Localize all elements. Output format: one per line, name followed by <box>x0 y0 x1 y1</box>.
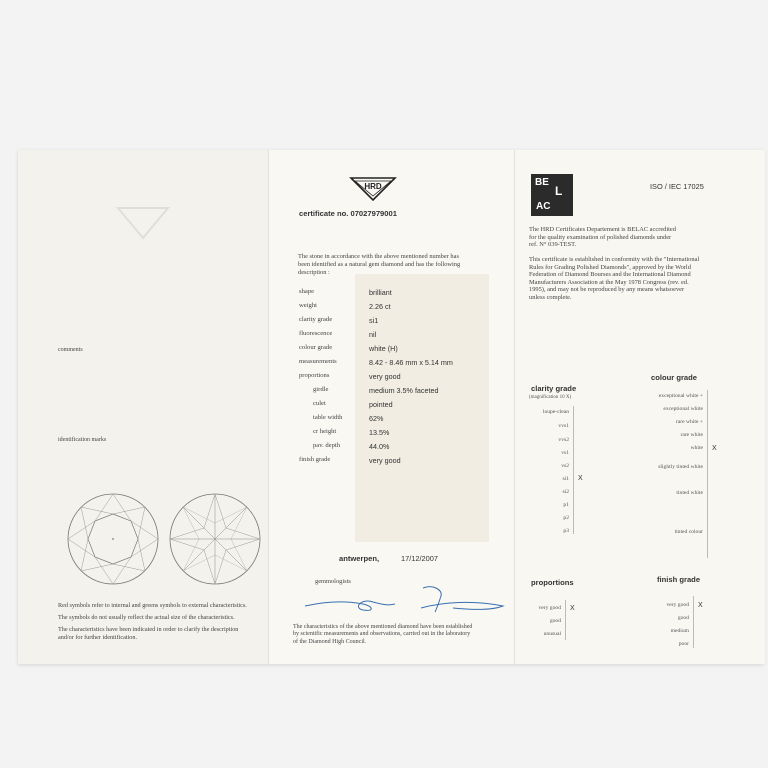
row-label: pav. depth <box>313 442 341 449</box>
row-label: cr height <box>313 428 337 435</box>
colour-grade-title: colour grade <box>651 373 697 382</box>
proportions-item: good <box>549 618 561 624</box>
clarity-item: p2 <box>563 515 569 521</box>
colour-item: rare white <box>680 432 703 438</box>
colour-item: white <box>690 445 703 451</box>
para-line: Manufacturers Association at the May 1978 Congress (rev. ed. <box>529 278 689 286</box>
row-value: brilliant <box>369 288 392 297</box>
finish-item: very good <box>666 602 689 608</box>
row-value: very good <box>369 456 401 465</box>
intro-line: been identified as a natural gem diamond and has the following <box>298 261 461 268</box>
issue-city: antwerpen, <box>339 554 380 563</box>
footer-line: of the Diamond High Council. <box>293 638 367 645</box>
hrd-logo <box>349 175 397 201</box>
proportions-title: proportions <box>531 578 574 587</box>
row-value: very good <box>369 372 401 381</box>
clarity-grade-title: clarity grade <box>531 384 577 393</box>
diamond-crown-diagram <box>66 492 160 586</box>
clarity-item: si1 <box>562 476 569 482</box>
row-label: proportions <box>299 372 330 379</box>
clarity-item: vs1 <box>561 450 569 456</box>
row-value: 2.26 ct <box>369 302 391 311</box>
para-line: Federation of Diamond Bourses and the International Diamond <box>529 271 691 279</box>
row-value: white (H) <box>369 344 398 353</box>
row-label: clarity grade <box>299 316 333 323</box>
proportions-scale-line <box>565 600 566 640</box>
row-value: 44.0% <box>369 442 390 451</box>
row-value: nil <box>369 330 377 339</box>
row-label: finish grade <box>299 456 331 463</box>
comments-label: comments <box>58 347 83 353</box>
proportions-selected-mark: X <box>570 605 575 612</box>
issue-date: 17/12/2007 <box>401 554 438 563</box>
clarity-item: si2 <box>562 489 569 495</box>
watermark-logo <box>113 200 173 240</box>
belac-logo <box>531 174 573 216</box>
row-label: table width <box>313 414 343 421</box>
row-label: fluorescence <box>299 330 333 337</box>
proportions-item: very good <box>538 605 561 611</box>
left-panel <box>18 150 268 664</box>
footer-text <box>293 624 513 646</box>
note-line: The characteristics have been indicated in order to clarify the description <box>58 626 239 633</box>
right-panel <box>514 150 765 664</box>
identification-marks-label: identification marks <box>58 437 107 443</box>
row-value: pointed <box>369 400 393 409</box>
row-label: shape <box>299 288 315 295</box>
row-label: culet <box>313 400 326 407</box>
finish-scale-line <box>693 596 694 648</box>
clarity-item: vs2 <box>561 463 569 469</box>
note-line: and/or for further identification. <box>58 634 138 641</box>
clarity-item: loupe-clean <box>542 409 569 415</box>
clarity-item: p1 <box>563 502 569 508</box>
row-label: weight <box>299 302 317 309</box>
row-value: medium 3.5% faceted <box>369 386 439 395</box>
iso-label: ISO / IEC 17025 <box>650 182 704 191</box>
finish-item: good <box>677 615 689 621</box>
row-label: girdle <box>313 386 329 393</box>
clarity-scale-line <box>573 406 574 534</box>
clarity-grade-subtitle: (magnification 10 X) <box>529 395 572 400</box>
finish-item: medium <box>670 628 689 634</box>
para-line: The HRD Certificates Departement is BELAC accredited <box>529 226 676 233</box>
note-line: The symbols do not usually reflect the actual size of the characteristics. <box>58 614 235 621</box>
finish-grade-title: finish grade <box>657 575 701 584</box>
clarity-selected-mark: X <box>578 475 583 482</box>
colour-item: slightly tinted white <box>658 464 703 470</box>
certificate-number: certificate no. 07027979001 <box>299 209 397 218</box>
para-line: for the quality examination of polished diamonds under <box>529 233 672 241</box>
svg-text:HRD: HRD <box>364 182 382 191</box>
belac-logo-be: BE <box>535 177 549 188</box>
signatures <box>303 582 513 616</box>
intro-line: The stone in accordance with the above mentioned number has <box>298 253 459 260</box>
belac-logo-l: L <box>555 184 563 198</box>
footer-line: The characteristics of the above mentioned diamond have been established <box>293 624 473 630</box>
row-label: colour grade <box>299 344 333 351</box>
center-panel <box>268 150 515 664</box>
para-line: unless complete. <box>529 293 572 301</box>
row-value: 62% <box>369 414 384 423</box>
finish-item: poor <box>678 641 689 647</box>
colour-item: tinted white <box>676 490 703 496</box>
clarity-item: vvs2 <box>558 437 569 443</box>
row-value: si1 <box>369 316 379 325</box>
diamond-pavilion-diagram <box>168 492 262 586</box>
clarity-item: vvs1 <box>558 423 569 429</box>
colour-selected-mark: X <box>712 445 717 452</box>
row-value: 8.42 - 8.46 mm x 5.14 mm <box>369 358 453 367</box>
row-label: measurements <box>299 358 337 365</box>
note-line: Red symbols refer to internal and greens symbols to external characteristics. <box>58 602 247 609</box>
footer-line: by scientific measurements and observations, carried out in the laboratory <box>293 631 471 638</box>
proportions-item: unusual <box>543 631 561 637</box>
belac-logo-ac: AC <box>536 201 551 212</box>
colour-item: exceptional white <box>663 406 703 412</box>
accreditation-text <box>529 226 749 249</box>
para-line: Rules for Grading Polished Diamonds", approved by the World <box>529 263 691 271</box>
clarity-item: p3 <box>563 528 569 534</box>
conformity-text <box>529 256 753 302</box>
intro-line: description : <box>298 269 330 276</box>
para-line: ref. N° 039-TEST. <box>529 241 577 249</box>
finish-selected-mark: X <box>698 602 703 609</box>
row-value: 13.5% <box>369 428 390 437</box>
gemmologists-label: gemmologists <box>315 578 351 585</box>
description-table <box>299 288 499 488</box>
notes-block <box>58 602 268 642</box>
certificate-sheet <box>18 150 764 664</box>
colour-item: tinted colour <box>674 529 703 535</box>
para-line: 1995), and may not be reproduced by any means whatsoever <box>529 286 685 294</box>
para-line: This certificate is established in conformity with the "International <box>529 256 700 263</box>
colour-scale-line <box>707 390 708 558</box>
colour-item: rare white + <box>675 419 703 425</box>
colour-item: exceptional white + <box>658 393 703 399</box>
